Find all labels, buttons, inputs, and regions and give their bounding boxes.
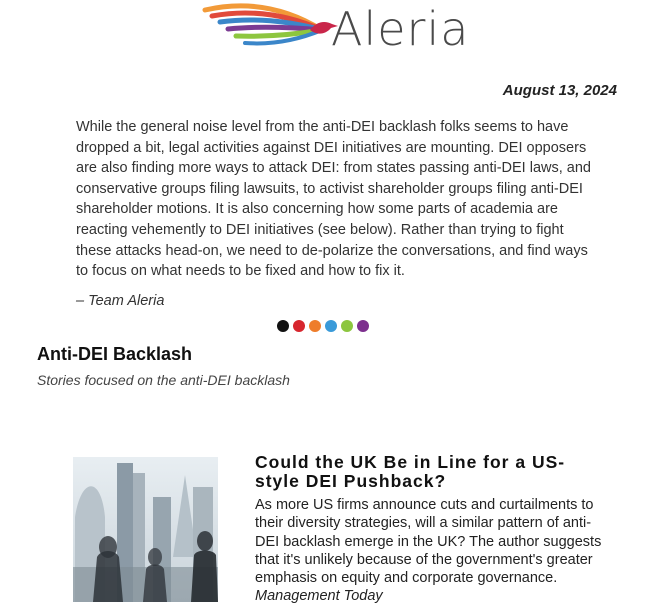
divider-dot: [325, 320, 337, 332]
section-subtitle: Stories focused on the anti-DEI backlash: [37, 372, 290, 388]
divider-dot: [309, 320, 321, 332]
newsletter-date: August 13, 2024: [502, 82, 617, 99]
signature: – Team Aleria: [76, 293, 165, 309]
city-commuters-photo-icon: [73, 457, 218, 602]
article-summary: [255, 496, 610, 606]
article-title-link[interactable]: Could the UK Be in Line for a US-style DEI Pushback?: [255, 452, 566, 491]
brand-name: Aleria: [331, 2, 470, 56]
section-title: Anti-DEI Backlash: [37, 344, 193, 364]
divider-dot: [357, 320, 369, 332]
article-source-link[interactable]: Management Today: [255, 588, 383, 605]
intro-paragraph: While the general noise level from the anti-DEI backlash folks seems to have dropped a bit, legal activities against DEI initiatives are mounting. DEI opposers are also finding more ways to attack DEI: from states passing anti-DEI laws, and conservative groups filing lawsuits, to activist shareholder groups filing anti-DEI shareholder motions. It is also concerning how some parts of academia are reacting vehemently to DEI initiatives (see below). Rather than trying to fight these attacks head-on, we need to de-polarize the conversations, and find ways to focus on what needs to be fixed and how to fix it.: [76, 119, 591, 280]
color-dot-divider: [277, 320, 369, 332]
divider-dot: [341, 320, 353, 332]
aleria-bird-logo-icon: [200, 0, 340, 58]
article-image[interactable]: [73, 457, 218, 602]
article-body-text: As more US firms announce cuts and curtailments to their diversity strategies, will a similar pattern of anti-DEI backlash emerge in the UK? The author suggests that it's unlikely because of the government's greater emphasis on equity and corporate governance.: [255, 497, 602, 587]
divider-dot: [277, 320, 289, 332]
divider-dot: [293, 320, 305, 332]
